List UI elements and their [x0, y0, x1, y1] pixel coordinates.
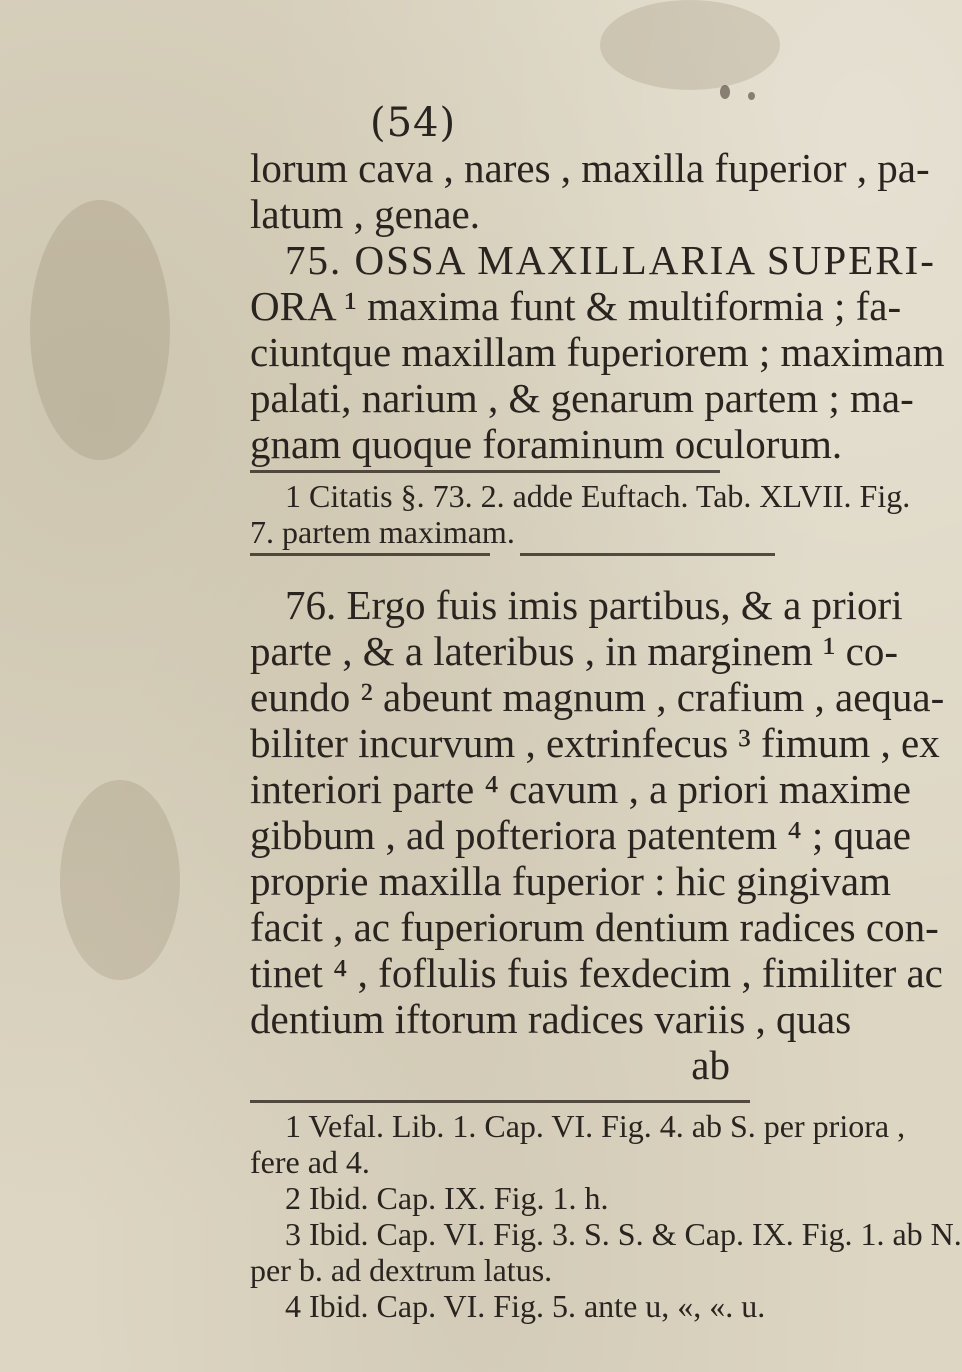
text-line: palati, narium , & genarum partem ; ma- [250, 375, 914, 421]
catchword: ab [691, 1042, 730, 1088]
footnote-75 [250, 478, 911, 550]
footnote-line: 1 Vefal. Lib. 1. Cap. VI. Fig. 4. ab S. per priora , [285, 1108, 906, 1144]
footnotes-76 [250, 1108, 962, 1324]
text-line: ciuntque maxillam fuperiorem ; maximam [250, 329, 945, 375]
paper-stain [600, 0, 780, 90]
paper-stain [60, 780, 180, 980]
text-line: eundo ² abeunt magnum , crafium , aequa- [250, 674, 945, 720]
text-line: tinet ⁴ , foflulis fuis fexdecim , fimiliter ac [250, 950, 943, 996]
footnote-line: 4 Ibid. Cap. VI. Fig. 5. ante u, «, «. u. [285, 1288, 766, 1324]
text-line: facit , ac fuperiorum dentium radices con- [250, 904, 939, 950]
paragraph-75 [250, 145, 945, 467]
text-line: ORA ¹ maxima funt & multiformia ; fa- [250, 283, 902, 329]
section-heading-75: 75. OSSA MAXILLARIA SUPERI- [285, 237, 936, 283]
text-line: 76. Ergo fuis imis partibus, & a priori [285, 582, 903, 628]
text-line: lorum cava , nares , maxilla fuperior , pa- [250, 145, 930, 191]
footnote-line: 2 Ibid. Cap. IX. Fig. 1. h. [285, 1180, 609, 1216]
section-rule [520, 553, 775, 556]
footnote-line: 1 Citatis §. 73. 2. adde Euftach. Tab. XLVII. Fig. [285, 478, 911, 514]
footnote-line: 3 Ibid. Cap. VI. Fig. 3. S. S. & Cap. IX. Fig. 1. ab N. [285, 1216, 962, 1252]
text-line: proprie maxilla fuperior : hic gingivam [250, 858, 892, 904]
text-line: dentium iftorum radices variis , quas [250, 996, 852, 1042]
text-line: parte , & a lateribus , in marginem ¹ co- [250, 628, 898, 674]
text-line: gibbum , ad pofteriora patentem ⁴ ; quae [250, 812, 911, 858]
text-line: biliter incurvum , extrinfecus ³ fimum , ex [250, 720, 940, 766]
paper-stain [30, 200, 170, 460]
paragraph-76 [250, 582, 945, 1088]
section-rule [250, 553, 490, 556]
text-line: interiori parte ⁴ cavum , a priori maxime [250, 766, 911, 812]
ink-spot [748, 92, 755, 100]
footnote-line: 7. partem maximam. [250, 514, 515, 550]
text-line: gnam quoque foraminum oculorum. [250, 421, 843, 467]
footnote-line: fere ad 4. [250, 1144, 370, 1180]
page-number: (54) [370, 100, 457, 146]
footnote-rule [250, 470, 720, 473]
footnote-rule [250, 1100, 750, 1103]
text-line: latum , genae. [250, 191, 480, 237]
ink-spot [720, 85, 730, 99]
footnote-line: per b. ad dextrum latus. [250, 1252, 553, 1288]
